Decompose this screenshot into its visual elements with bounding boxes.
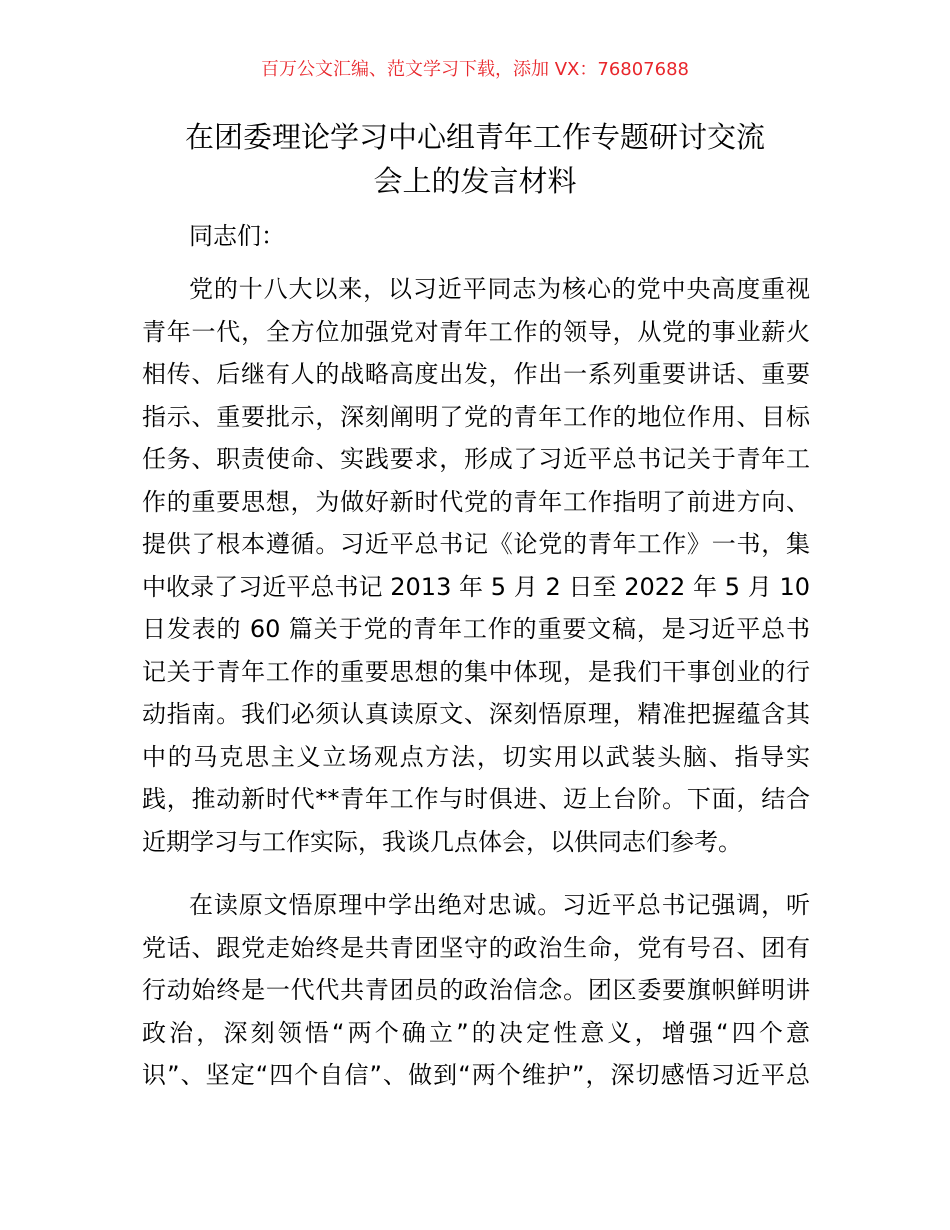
text-line: 党话、跟党走始终是共青团坚守的政治生命，党有号召、团有 — [142, 933, 810, 962]
text-line: 践，推动新时代**青年工作与时俱进、迈上台阶。下面，结合 — [142, 785, 810, 813]
text-line: 党的十八大以来，以习近平同志为核心的党中央高度重视 — [189, 275, 810, 303]
text-line: 青年一代，全方位加强党对青年工作的领导，从党的事业薪火 — [142, 317, 810, 346]
text-line: 相传、后继有人的战略高度出发，作出一系列重要讲话、重要 — [142, 360, 810, 388]
text-line: 近期学习与工作实际，我谈几点体会，以供同志们参考。 — [142, 827, 742, 856]
paragraph-1 — [142, 268, 810, 863]
greeting: 同志们： — [189, 222, 285, 250]
text-line: 中的马克思主义立场观点方法，切实用以武装头脑、指导实 — [142, 742, 810, 771]
text-line: 日发表的 60 篇关于党的青年工作的重要文稿，是习近平总书 — [142, 615, 810, 643]
text-line: 提供了根本遵循。习近平总书记《论党的青年工作》一书，集 — [142, 530, 810, 558]
text-line: 任务、职责使命、实践要求，形成了习近平总书记关于青年工 — [142, 445, 810, 473]
title-line: 在团委理论学习中心组青年工作专题研讨交流 — [184, 120, 765, 154]
text-line: 在读原文悟原理中学出绝对忠诚。习近平总书记强调，听 — [189, 891, 810, 919]
text-line: 中收录了习近平总书记 2013 年 5 月 2 日至 2022 年 5 月 10 — [142, 572, 810, 601]
text-line: 记关于青年工作的重要思想的集中体现，是我们干事创业的行 — [142, 657, 810, 686]
paragraph-2 — [142, 884, 810, 1097]
text-line: 动指南。我们必须认真读原文、深刻悟原理，精准把握蕴含其 — [142, 700, 810, 728]
text-line: 作的重要思想，为做好新时代党的青年工作指明了前进方向、 — [142, 487, 810, 516]
text-line: 指示、重要批示，深刻阐明了党的青年工作的地位作用、目标 — [142, 402, 810, 431]
text-line: 政治，深刻领悟“两个确立”的决定性意义，增强“四个意 — [142, 1018, 810, 1047]
text-line: 识”、坚定“四个自信”、做到“两个维护”，深切感悟习近平总 — [142, 1061, 810, 1089]
watermark-header: 百万公文汇编、范文学习下载，添加 VX：76807688 — [261, 59, 689, 80]
document-title — [0, 115, 950, 203]
title-line: 会上的发言材料 — [373, 164, 577, 198]
text-line: 行动始终是一代代共青团员的政治信念。团区委要旗帜鲜明讲 — [142, 976, 810, 1004]
